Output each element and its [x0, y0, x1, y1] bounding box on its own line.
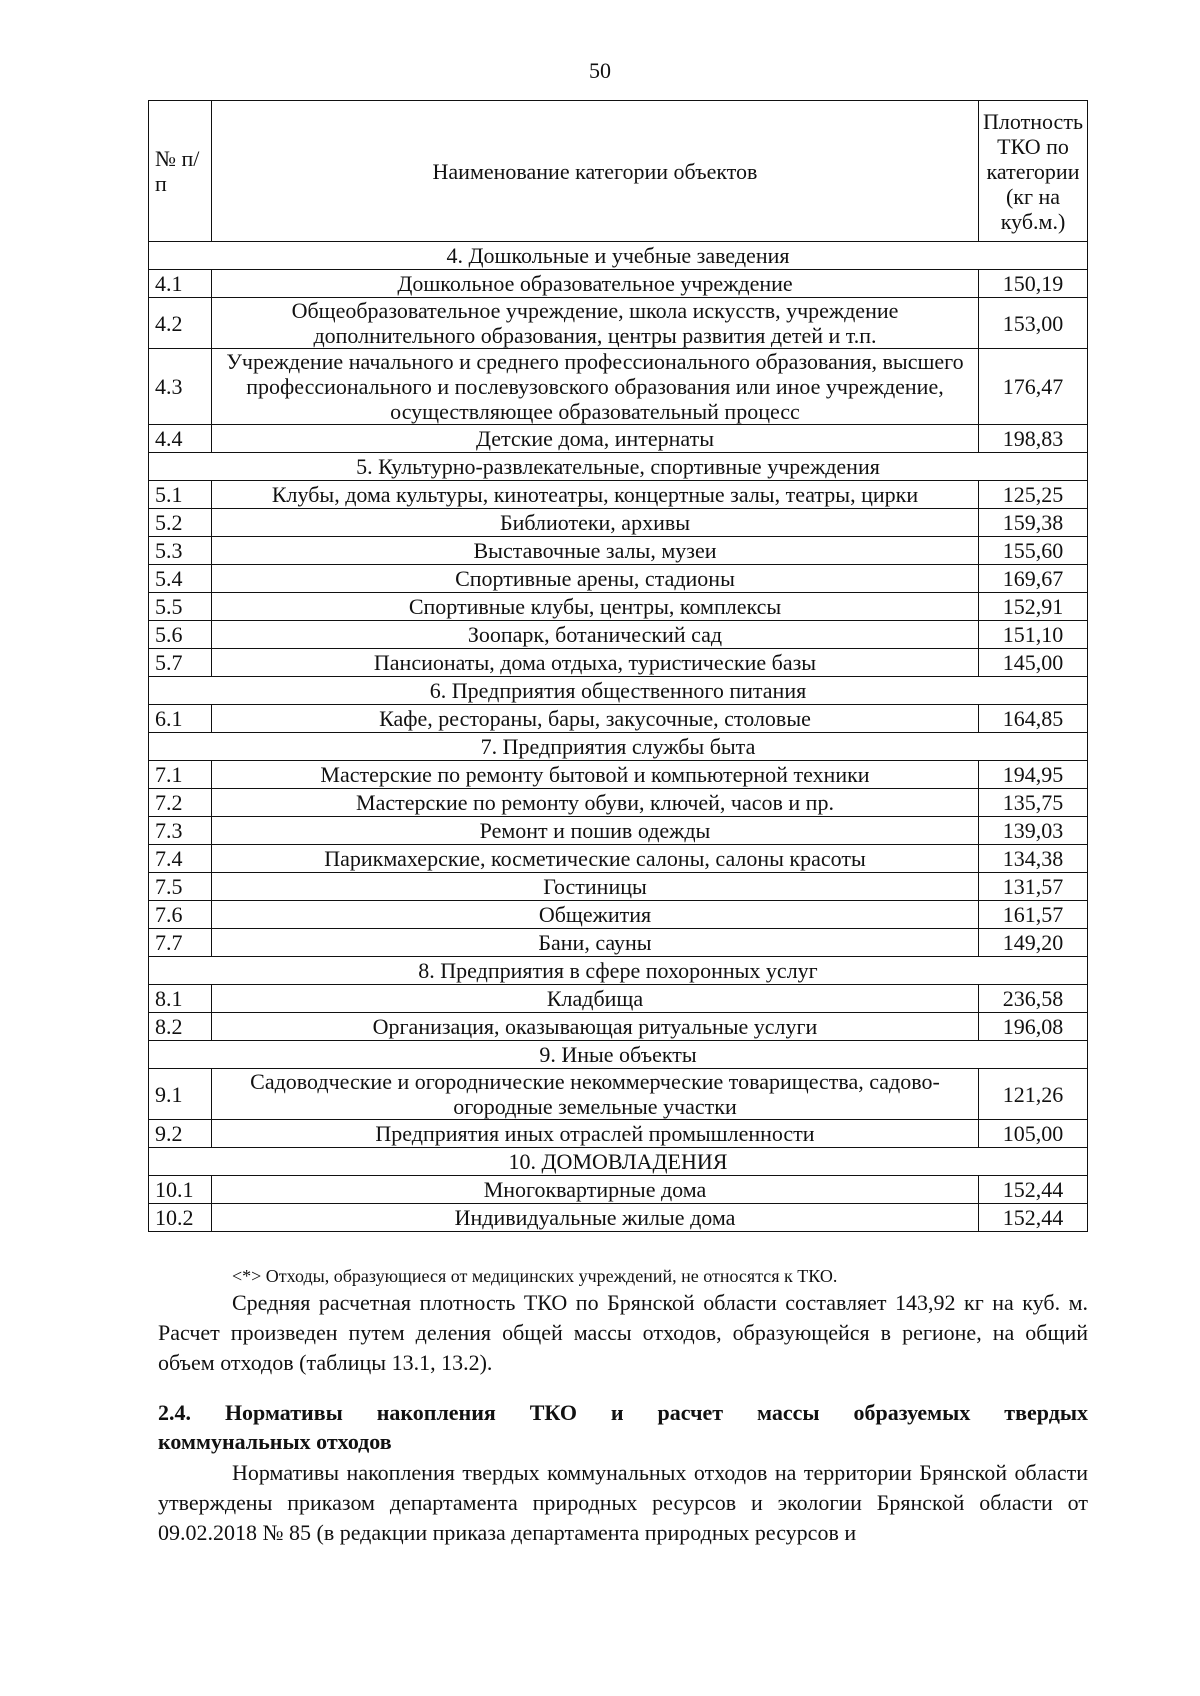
row-category-name: Мастерские по ремонту бытовой и компьютерной техники: [211, 761, 978, 789]
header-name: Наименование категории объектов: [211, 101, 978, 242]
row-category-name: Кафе, рестораны, бары, закусочные, столовые: [211, 705, 978, 733]
row-number: 7.3: [149, 817, 212, 845]
row-number: 10.1: [149, 1176, 212, 1204]
row-density-value: 151,10: [979, 621, 1088, 649]
row-density-value: 152,44: [979, 1176, 1088, 1204]
row-category-name: Ремонт и пошив одежды: [211, 817, 978, 845]
table-row: [149, 298, 1088, 349]
table-row: [149, 705, 1088, 733]
section-heading-line1: 2.4. Нормативы накопления ТКО и расчет массы образуемых твердых: [158, 1400, 1088, 1425]
paragraph-average-density: Средняя расчетная плотность ТКО по Брянской области составляет 143,92 кг на куб. м. Расчет произведен путем деления общей массы отходов, образующейся в регионе, на общий объем отходов (таблицы 13.1, 13.2).: [158, 1290, 1088, 1375]
row-category-name: Бани, сауны: [211, 929, 978, 957]
table-row: [149, 817, 1088, 845]
row-number: 5.6: [149, 621, 212, 649]
section-title: 8. Предприятия в сфере похоронных услуг: [149, 957, 1088, 985]
row-number: 4.1: [149, 270, 212, 298]
density-table: [148, 100, 1088, 1232]
row-density-value: 161,57: [979, 901, 1088, 929]
section-title: 10. ДОМОВЛАДЕНИЯ: [149, 1148, 1088, 1176]
table-section-row: [149, 1041, 1088, 1069]
table-row: [149, 425, 1088, 453]
row-number: 5.1: [149, 481, 212, 509]
row-category-name: Клубы, дома культуры, кинотеатры, концертные залы, театры, цирки: [211, 481, 978, 509]
row-category-name: Спортивные клубы, центры, комплексы: [211, 593, 978, 621]
row-density-value: 152,91: [979, 593, 1088, 621]
row-number: 6.1: [149, 705, 212, 733]
row-number: 8.2: [149, 1013, 212, 1041]
row-number: 7.5: [149, 873, 212, 901]
row-density-value: 198,83: [979, 425, 1088, 453]
row-density-value: 139,03: [979, 817, 1088, 845]
table-row: [149, 761, 1088, 789]
row-density-value: 153,00: [979, 298, 1088, 349]
row-density-value: 194,95: [979, 761, 1088, 789]
row-category-name: Выставочные залы, музеи: [211, 537, 978, 565]
table-row: [149, 565, 1088, 593]
table-section-row: [149, 242, 1088, 270]
row-category-name: Парикмахерские, косметические салоны, салоны красоты: [211, 845, 978, 873]
row-number: 4.4: [149, 425, 212, 453]
header-density: Плотность ТКО по категории (кг на куб.м.): [979, 101, 1088, 242]
page-number: 50: [589, 58, 611, 83]
table-header-row: [149, 101, 1088, 242]
row-number: 9.2: [149, 1120, 212, 1148]
row-category-name: Детские дома, интернаты: [211, 425, 978, 453]
row-number: 4.2: [149, 298, 212, 349]
row-category-name: Общежития: [211, 901, 978, 929]
row-density-value: 236,58: [979, 985, 1088, 1013]
table-row: [149, 270, 1088, 298]
row-density-value: 125,25: [979, 481, 1088, 509]
row-density-value: 105,00: [979, 1120, 1088, 1148]
row-density-value: 134,38: [979, 845, 1088, 873]
row-density-value: 176,47: [979, 349, 1088, 425]
table-row: [149, 1204, 1088, 1232]
row-category-name: Дошкольное образовательное учреждение: [211, 270, 978, 298]
row-category-name: Пансионаты, дома отдыха, туристические базы: [211, 649, 978, 677]
row-category-name: Мастерские по ремонту обуви, ключей, часов и пр.: [211, 789, 978, 817]
row-density-value: 169,67: [979, 565, 1088, 593]
section-title: 9. Иные объекты: [149, 1041, 1088, 1069]
row-category-name: Зоопарк, ботанический сад: [211, 621, 978, 649]
section-heading-line2: коммунальных отходов: [158, 1429, 392, 1454]
row-number: 5.2: [149, 509, 212, 537]
table-row: [149, 649, 1088, 677]
row-category-name: Предприятия иных отраслей промышленности: [211, 1120, 978, 1148]
row-number: 5.5: [149, 593, 212, 621]
table-row: [149, 1013, 1088, 1041]
row-number: 8.1: [149, 985, 212, 1013]
table-row: [149, 621, 1088, 649]
section-title: 4. Дошкольные и учебные заведения: [149, 242, 1088, 270]
row-category-name: Садоводческие и огороднические некоммерческие товарищества, садово-огородные земельные участки: [211, 1069, 978, 1120]
section-title: 5. Культурно-развлекательные, спортивные учреждения: [149, 453, 1088, 481]
section-title: 6. Предприятия общественного питания: [149, 677, 1088, 705]
row-density-value: 145,00: [979, 649, 1088, 677]
row-category-name: Кладбища: [211, 985, 978, 1013]
table-row: [149, 789, 1088, 817]
row-number: 7.6: [149, 901, 212, 929]
row-density-value: 155,60: [979, 537, 1088, 565]
row-number: 7.1: [149, 761, 212, 789]
table-row: [149, 481, 1088, 509]
table-row: [149, 537, 1088, 565]
footnote: <*> Отходы, образующиеся от медицинских учреждений, не относятся к ТКО.: [232, 1266, 838, 1286]
table-row: [149, 1069, 1088, 1120]
table-row: [149, 873, 1088, 901]
row-density-value: 131,57: [979, 873, 1088, 901]
row-category-name: Организация, оказывающая ритуальные услуги: [211, 1013, 978, 1041]
section-heading: [158, 1398, 1088, 1456]
section-title: 7. Предприятия службы быта: [149, 733, 1088, 761]
table-row: [149, 509, 1088, 537]
row-density-value: 150,19: [979, 270, 1088, 298]
row-number: 7.2: [149, 789, 212, 817]
row-density-value: 159,38: [979, 509, 1088, 537]
row-number: 7.4: [149, 845, 212, 873]
row-density-value: 135,75: [979, 789, 1088, 817]
row-number: 4.3: [149, 349, 212, 425]
row-density-value: 152,44: [979, 1204, 1088, 1232]
table-row: [149, 929, 1088, 957]
row-category-name: Индивидуальные жилые дома: [211, 1204, 978, 1232]
table-row: [149, 1176, 1088, 1204]
table-section-row: [149, 733, 1088, 761]
row-category-name: Библиотеки, архивы: [211, 509, 978, 537]
row-number: 10.2: [149, 1204, 212, 1232]
row-category-name: Гостиницы: [211, 873, 978, 901]
table-row: [149, 845, 1088, 873]
table-row: [149, 901, 1088, 929]
table-body: [149, 242, 1088, 1232]
table-row: [149, 1120, 1088, 1148]
row-density-value: 164,85: [979, 705, 1088, 733]
table-section-row: [149, 453, 1088, 481]
row-density-value: 196,08: [979, 1013, 1088, 1041]
row-category-name: Общеобразовательное учреждение, школа искусств, учреждение дополнительного образования, центры развития детей и т.п.: [211, 298, 978, 349]
row-number: 7.7: [149, 929, 212, 957]
row-category-name: Многоквартирные дома: [211, 1176, 978, 1204]
table-section-row: [149, 1148, 1088, 1176]
table-row: [149, 349, 1088, 425]
table-row: [149, 985, 1088, 1013]
header-num: № п/п: [149, 101, 212, 242]
table-section-row: [149, 677, 1088, 705]
row-category-name: Учреждение начального и среднего профессионального образования, высшего профессионального и послевузовского образования или иное учреждение, осуществляющее образовательный процесс: [211, 349, 978, 425]
row-category-name: Спортивные арены, стадионы: [211, 565, 978, 593]
row-density-value: 121,26: [979, 1069, 1088, 1120]
table-row: [149, 593, 1088, 621]
row-number: 5.3: [149, 537, 212, 565]
row-density-value: 149,20: [979, 929, 1088, 957]
table-section-row: [149, 957, 1088, 985]
row-number: 5.4: [149, 565, 212, 593]
row-number: 9.1: [149, 1069, 212, 1120]
paragraph-norms: Нормативы накопления твердых коммунальных отходов на территории Брянской области утверждены приказом департамента природных ресурсов и экологии Брянской области от 09.02.2018 № 85 (в редакции приказа департамента природных ресурсов и: [158, 1460, 1088, 1545]
row-number: 5.7: [149, 649, 212, 677]
